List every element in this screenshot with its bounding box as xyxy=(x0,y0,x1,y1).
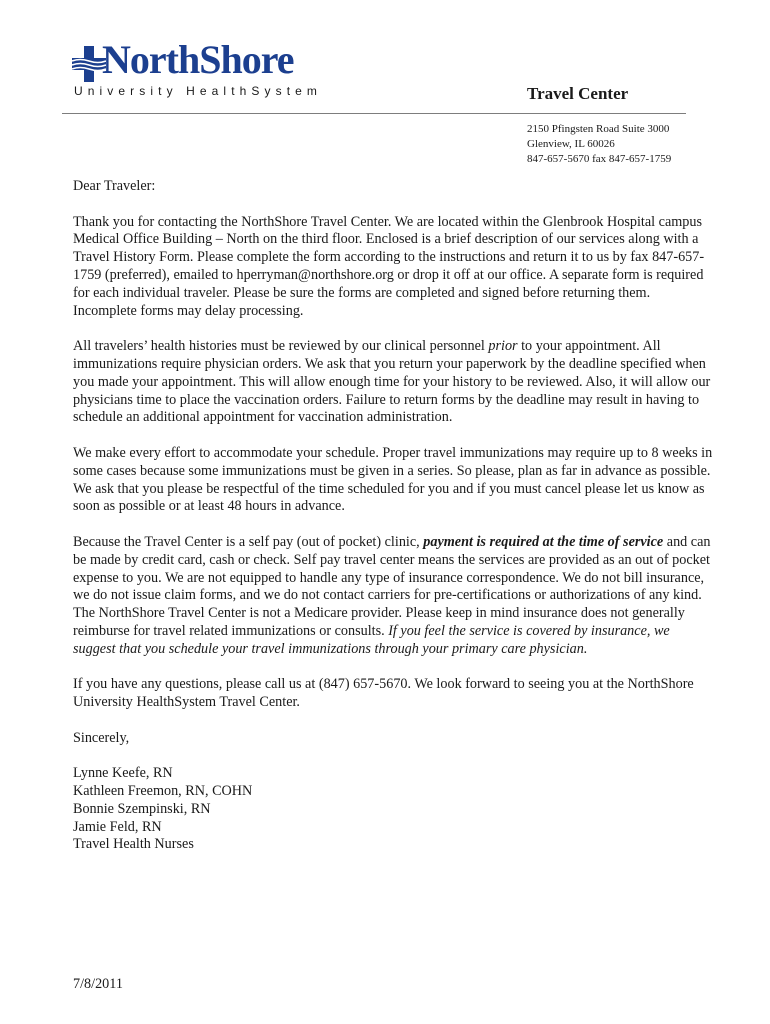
insurance-suggestion: If you feel the service is covered by insurance, we suggest that you schedule your travel immunizations through your primary care physician. xyxy=(73,622,670,657)
address-block xyxy=(527,122,671,167)
emphasis-prior: prior xyxy=(488,338,518,355)
signature-line: Jamie Feld, RN xyxy=(73,818,162,835)
greeting: Dear Traveler: xyxy=(73,178,156,194)
text-run: to your appointment. All immunizations require physician orders. We ask that you return your paperwork by the deadline specified when you made your appointment. This will allow enough time for your history to be reviewed. Also, it will allow our physicians time to place the vaccination orders. Failure to return forms by the deadline may result in having to schedule an additional appointment for vaccination administration. xyxy=(73,338,711,426)
signature-line: Lynne Keefe, RN xyxy=(73,765,173,782)
payment-required-emphasis: payment is required at the time of service xyxy=(423,533,664,550)
address-line: 2150 Pfingsten Road Suite 3000 xyxy=(527,123,670,135)
letter-date: 7/8/2011 xyxy=(73,976,123,992)
closing: Sincerely, xyxy=(73,729,130,746)
cross-wave-icon xyxy=(72,46,106,82)
text-run: and can be made by credit card, cash or check. Self pay travel center means the services are provided as an out of pocket expense to you. We are not equipped to handle any type of insurance correspondence. We do not bill insurance, we do not issue claim forms, and we do not contact carriers for pre-certifications or authorizations of any kind. The NorthShore Travel Center is not a Medicare provider. Please keep in mind insurance does not generally reimburse for travel related immunizations or consults. xyxy=(73,533,711,639)
signature-block xyxy=(73,765,713,854)
signature-line: Bonnie Szempinski, RN xyxy=(73,800,211,817)
text-run: All travelers’ health histories must be reviewed by our clinical personnel xyxy=(73,338,489,355)
address-line: 847-657-5670 fax 847-657-1759 xyxy=(527,153,672,165)
signature-line: Travel Health Nurses xyxy=(73,836,194,853)
travel-center-title: Travel Center xyxy=(527,84,629,103)
paragraph-intro: Thank you for contacting the NorthShore Travel Center. We are located within the Glenbrook Hospital campus Medical Office Building – North on the third floor. Enclosed is a brief description of our services along with a Travel History Form. Please complete the form according to the instructions and return it to us by fax 847-657-1759 (preferred), emailed to hperryman@northshore.org or drop it off at our office. A separate form is required for each individual traveler. Please be sure the forms are completed and signed before returning them. Incomplete forms may delay processing. xyxy=(73,213,705,319)
paragraph-payment xyxy=(73,534,713,659)
text-run: Because the Travel Center is a self pay (out of pocket) clinic, xyxy=(73,533,424,550)
paragraph-contact: If you have any questions, please call us at (847) 657-5670. We look forward to seeing you at the NorthShore University HealthSystem Travel Center. xyxy=(73,676,694,711)
paragraph-health-history xyxy=(73,338,713,427)
northshore-logo xyxy=(72,37,372,104)
header-divider xyxy=(62,113,686,114)
address-line: Glenview, IL 60026 xyxy=(527,138,615,150)
paragraph-schedule: We make every effort to accommodate your schedule. Proper travel immunizations may require up to 8 weeks in some cases because some immunizations must be given in a series. So please, plan as far in advance as possible. We ask that you please be respectful of the time scheduled for you and if you must cancel please let us know as soon as possible or at least 48 hours in advance. xyxy=(73,444,713,515)
logo-subtitle: University HealthSystem xyxy=(74,84,323,98)
letter-body xyxy=(73,178,713,854)
logo-name: NorthShore xyxy=(102,37,294,82)
signature-line: Kathleen Freemon, RN, COHN xyxy=(73,783,253,800)
